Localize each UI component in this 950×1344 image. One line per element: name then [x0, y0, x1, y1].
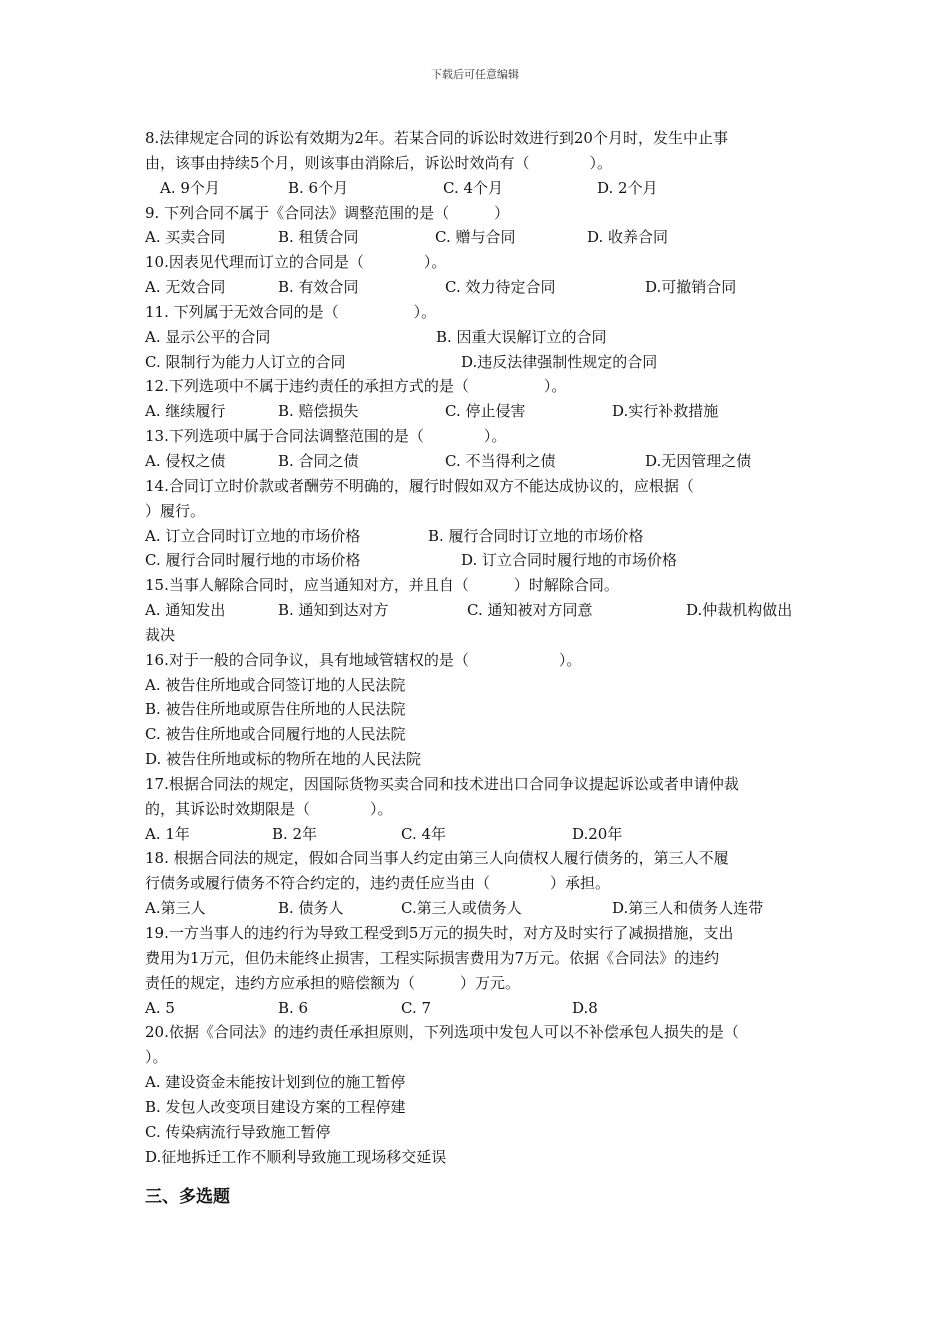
question-20-stem: 20.依据《合同法》的违约责任承担原则，下列选项中发包人可以不补偿承包人损失的是（: [145, 1023, 739, 1042]
question-15-option-d-cont: 裁决: [145, 625, 176, 644]
question-14-options-ab: [145, 524, 810, 549]
option-c: C. 赠与合同: [435, 228, 516, 247]
option-a: A. 1年: [145, 824, 190, 843]
question-20-option-a: A. 建设资金未能按计划到位的施工暂停: [145, 1073, 406, 1092]
option-b: B. 6个月: [288, 178, 349, 197]
question-list: [145, 126, 810, 1169]
question-19-options: [145, 996, 810, 1021]
option-a: A. 订立合同时订立地的市场价格: [145, 526, 361, 545]
section-title: 三、多选题: [145, 1187, 230, 1207]
question-14-stem-cont: ）履行。: [145, 501, 206, 520]
option-b: B. 通知到达对方: [278, 601, 389, 620]
question-20-option-c: C. 传染病流行导致施工暂停: [145, 1122, 331, 1141]
question-20-stem-cont: ）。: [145, 1048, 168, 1067]
option-d: D.实行补救措施: [612, 402, 719, 421]
question-20-option-d: D.征地拆迁工作不顺利导致施工现场移交延误: [145, 1147, 447, 1166]
question-14-stem: 14.合同订立时价款或者酬劳不明确的，履行时假如双方不能达成协议的，应根据（: [145, 476, 694, 495]
option-b: B. 因重大误解订立的合同: [436, 327, 607, 346]
option-a: A. 5: [145, 998, 175, 1017]
option-c: C. 限制行为能力人订立的合同: [145, 352, 346, 371]
option-d: D.无因管理之债: [645, 451, 752, 470]
option-c: C. 4个月: [443, 178, 504, 197]
option-c: C. 不当得利之债: [445, 451, 556, 470]
option-c: C. 效力待定合同: [445, 278, 556, 297]
question-9-options: [145, 225, 810, 250]
question-10-stem: 10.因表见代理而订立的合同是（ ）。: [145, 253, 447, 272]
question-11-options-ab: [145, 325, 810, 350]
option-a: A. 通知发出: [145, 601, 226, 620]
question-11-options-cd: [145, 350, 810, 375]
question-15-stem: 15.当事人解除合同时，应当通知对方，并且自（ ）时解除合同。: [145, 576, 619, 595]
question-16-option-c: C. 被告住所地或合同履行地的人民法院: [145, 725, 406, 744]
option-a: A. 侵权之债: [145, 451, 226, 470]
option-c: C. 停止侵害: [445, 402, 526, 421]
question-14-options-cd: [145, 548, 810, 573]
question-9-stem: 9. 下列合同不属于《合同法》调整范围的是（ ）: [145, 203, 510, 222]
question-8-stem-cont: 由，该事由持续5个月，则该事由消除后，诉讼时效尚有（ ）。: [145, 153, 613, 172]
question-18-options: [145, 896, 810, 921]
page-header: 下载后可任意编辑: [431, 68, 519, 81]
question-12-options: [145, 399, 810, 424]
question-19-stem: 19.一方当事人的违约行为导致工程受到5万元的损失时，对方及时实行了减损措施，支出: [145, 924, 734, 942]
option-c: C. 7: [401, 998, 432, 1017]
option-d: D.第三人和债务人连带: [612, 899, 764, 918]
option-b: B. 6: [278, 998, 309, 1017]
option-d: D.仲裁机构做出: [686, 601, 793, 620]
question-19-stem-cont: 费用为1万元，但仍未能终止损害，工程实际损害费用为7万元。依据《合同法》的违约: [145, 948, 720, 967]
question-16-option-a: A. 被告住所地或合同签订地的人民法院: [145, 675, 406, 694]
question-13-stem: 13.下列选项中属于合同法调整范围的是（ ）。: [145, 427, 507, 446]
question-20-option-b: B. 发包人改变项目建设方案的工程停建: [145, 1097, 406, 1116]
question-17-stem-cont: 的，其诉讼时效期限是（ ）。: [145, 799, 393, 818]
question-11-stem: 11. 下列属于无效合同的是（ ）。: [145, 302, 437, 321]
option-d: D.20年: [572, 824, 623, 843]
option-a: A. 继续履行: [145, 402, 226, 421]
question-19-stem-cont-2: 责任的规定，违约方应承担的赔偿额为（ ）万元。: [145, 973, 521, 992]
option-b: B. 有效合同: [278, 278, 359, 297]
question-16-stem: 16.对于一般的合同争议，具有地域管辖权的是（ ）。: [145, 650, 582, 669]
question-16-option-d: D. 被告住所地或标的物所在地的人民法院: [145, 750, 422, 769]
option-a: A. 无效合同: [145, 278, 226, 297]
option-b: B. 赔偿损失: [278, 402, 359, 421]
question-17-options: [145, 822, 810, 847]
option-d: D. 订立合同时履行地的市场价格: [461, 551, 678, 570]
option-c: C. 通知被对方同意: [467, 601, 593, 620]
question-16-option-b: B. 被告住所地或原告住所地的人民法院: [145, 700, 406, 719]
option-a: A. 买卖合同: [145, 228, 226, 247]
option-a: A. 9个月: [160, 178, 220, 197]
option-c: C. 4年: [401, 824, 447, 843]
option-b: B. 履行合同时订立地的市场价格: [428, 526, 644, 545]
option-d: D.违反法律强制性规定的合同: [461, 352, 658, 371]
option-b: B. 合同之债: [278, 451, 359, 470]
option-d: D.8: [572, 998, 598, 1017]
option-c: C.第三人或债务人: [401, 899, 522, 918]
option-b: B. 租赁合同: [278, 228, 359, 247]
option-a: A.第三人: [145, 899, 206, 918]
question-8-options: [145, 176, 810, 201]
option-b: B. 债务人: [278, 899, 344, 918]
question-18-stem: 18. 根据合同法的规定，假如合同当事人约定由第三人向债权人履行债务的，第三人不履: [145, 849, 729, 868]
question-10-options: [145, 275, 810, 300]
option-a: A. 显示公平的合同: [145, 327, 271, 346]
question-18-stem-cont: 行债务或履行债务不符合约定的，违约责任应当由（ ）承担。: [145, 874, 611, 893]
question-15-options: [145, 598, 810, 623]
option-d: D. 收养合同: [587, 228, 669, 247]
option-d: D.可撤销合同: [645, 278, 737, 297]
question-8-stem: 8.法律规定合同的诉讼有效期为2年。若某合同的诉讼时效进行到20个月时，发生中止事: [145, 129, 728, 147]
question-17-stem: 17.根据合同法的规定，因国际货物买卖合同和技术进出口合同争议提起诉讼或者申请仲裁: [145, 774, 739, 793]
question-12-stem: 12.下列选项中不属于违约责任的承担方式的是（ ）。: [145, 377, 567, 396]
option-b: B. 2年: [272, 824, 318, 843]
option-c: C. 履行合同时履行地的市场价格: [145, 551, 361, 570]
option-d: D. 2个月: [597, 178, 658, 197]
question-13-options: [145, 449, 810, 474]
